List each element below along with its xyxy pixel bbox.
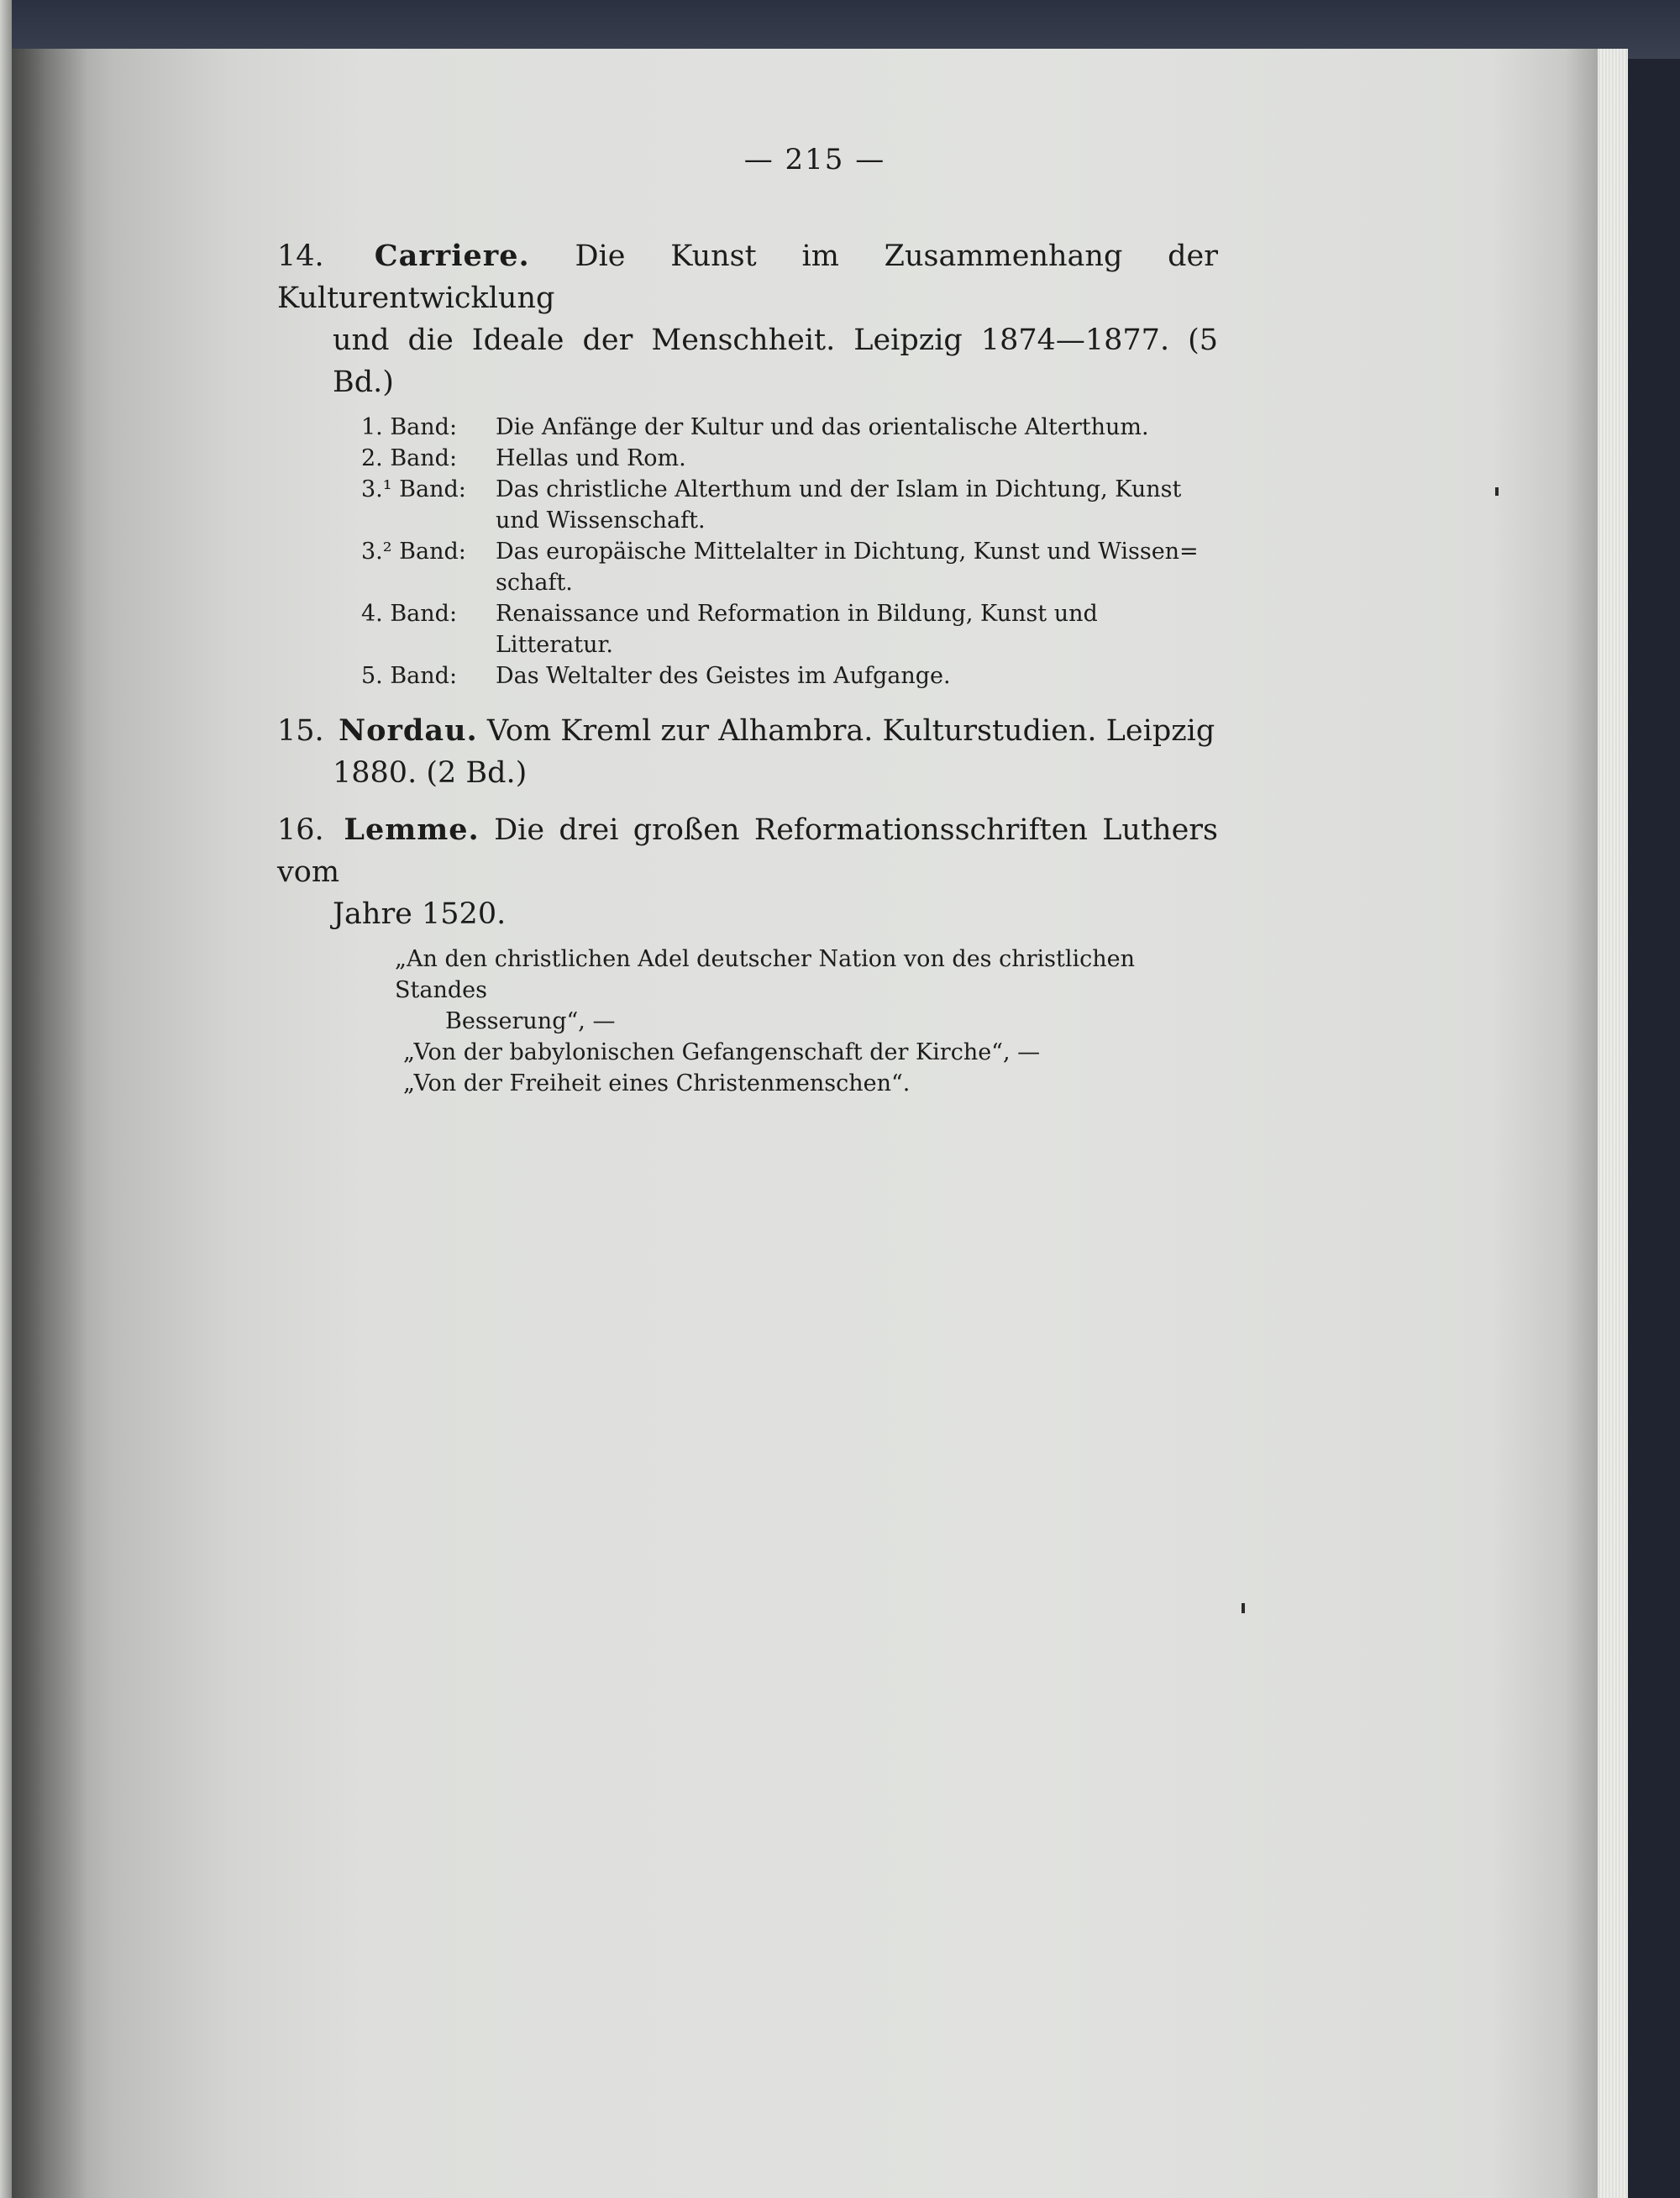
volume-row bbox=[361, 443, 1218, 474]
entry-number: 14. bbox=[277, 239, 324, 273]
volume-title: Renaissance und Reformation in Bildung, Kunst und Litteratur. bbox=[496, 601, 1098, 658]
entry-number: 16. bbox=[277, 813, 324, 847]
works-list bbox=[395, 944, 1218, 1099]
ink-speck bbox=[1495, 487, 1499, 496]
volume-label: 3.¹ Band: bbox=[361, 476, 466, 502]
volume-label: 4. Band: bbox=[361, 601, 458, 627]
entry-title-line-2: Jahre 1520. bbox=[333, 897, 507, 931]
entry-author: Nordau. bbox=[339, 713, 478, 748]
volume-row bbox=[361, 474, 1218, 536]
volume-row bbox=[361, 660, 1218, 691]
gutter-shadow bbox=[12, 49, 87, 2198]
entry-author: Lemme. bbox=[344, 812, 480, 847]
entry-title-line-1: Vom Kreml zur Alhambra. Kulturstudien. Leipzig bbox=[486, 714, 1215, 748]
volume-label: 3.² Band: bbox=[361, 539, 466, 565]
bibliography-entry-16 bbox=[277, 809, 1218, 935]
page-number: — 215 — bbox=[743, 143, 886, 176]
volume-title: Das christliche Alterthum und der Islam in Dichtung, Kunst und Wissenschaft. bbox=[496, 476, 1182, 534]
volume-label: 1. Band: bbox=[361, 414, 458, 440]
volume-list bbox=[361, 412, 1218, 691]
work-title-continuation: Besserung“, — bbox=[445, 1008, 616, 1034]
bibliography-entry-15 bbox=[277, 710, 1218, 794]
volume-title: Das europäische Mittelalter in Dichtung, Kunst und Wissen= schaft. bbox=[496, 539, 1199, 596]
volume-row bbox=[361, 536, 1218, 598]
volume-title: Die Anfänge der Kultur und das orientalische Alterthum. bbox=[496, 414, 1149, 440]
volume-title: Das Weltalter des Geistes im Aufgange. bbox=[496, 663, 951, 689]
ink-speck bbox=[1242, 1603, 1245, 1613]
entry-title-line-1: Die Kunst im Zusammenhang der Kulturentwicklung bbox=[277, 239, 1218, 315]
entry-author: Carriere. bbox=[374, 239, 530, 273]
work-title: „An den christlichen Adel deutscher Nation von des christlichen Standes bbox=[395, 946, 1136, 1003]
entry-title-line-2: 1880. (2 Bd.) bbox=[333, 756, 528, 790]
binding-edge bbox=[0, 0, 12, 2198]
entry-title-line-2: und die Ideale der Menschheit. Leipzig 1874—1877. (5 Bd.) bbox=[333, 323, 1218, 399]
entry-number: 15. bbox=[277, 714, 324, 748]
volume-label: 5. Band: bbox=[361, 663, 458, 689]
bibliography-entry-14 bbox=[277, 235, 1218, 403]
work-title: „Von der Freiheit eines Christenmenschen“. bbox=[403, 1070, 911, 1096]
entry-title-line-1: Die drei großen Reformationsschriften Luthers vom bbox=[277, 813, 1218, 889]
volume-label: 2. Band: bbox=[361, 445, 458, 471]
volume-row bbox=[361, 598, 1218, 660]
work-title: „Von der babylonischen Gefangenschaft der Kirche“, — bbox=[403, 1039, 1041, 1065]
page-content bbox=[277, 143, 1218, 1099]
volume-row bbox=[361, 412, 1218, 443]
volume-title: Hellas und Rom. bbox=[496, 445, 686, 471]
page-edge-stack bbox=[1598, 49, 1628, 2198]
